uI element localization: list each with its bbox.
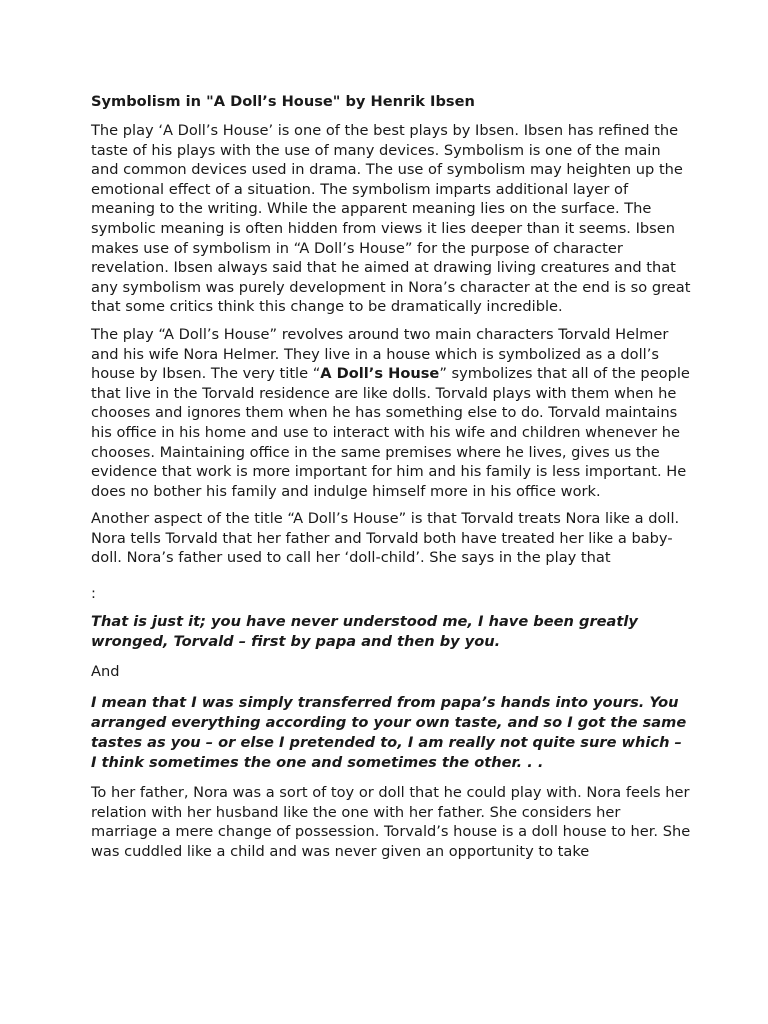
paragraph-intro: The play ‘A Doll’s House’ is one of the best plays by Ibsen. Ibsen has refined the taste of his plays with the use of many devices. Symbolism is one of the main and common devices used in drama. The use of symbolism may heighten up the emotional effect of a situation. The symbolism imparts additional layer of meaning to the writing. While the apparent meaning lies on the surface. The symbolic meaning is often hidden from views it lies deeper than it seems. Ibsen makes use of symbolism in “A Doll’s House” for the purpose of character revelation. Ibsen always said that he aimed at drawing living creatures and that any symbolism was purely development in Nora’s character at the end is so great that some critics think this change to be dramatically incredible. [91,122,691,316]
connector-and: And [91,662,120,680]
paragraph-characters-text-b: ” symbolizes that all of the people that live in the Torvald residence are like dolls. Torvald plays with them when he chooses and ignores them when he has something else to do. Torvald maintains his office in his home and use to interact with his wife and children whenever he chooses. Maintaining office in the same premises where he lives, gives us the evidence that work is more important for him and his family is less important. He does no bother his family and indulge himself more in his office work. [91,365,690,500]
paragraph-characters-text-a: The play “A Doll’s House” revolves around two main characters Torvald Helmer and his wife Nora Helmer. They live in a house which is symbolized as a doll’s house by Ibsen. The very title “ [91,325,669,383]
document-page [91,92,691,862]
paragraph-father: To her father, Nora was a sort of toy or doll that he could play with. Nora feels her relation with her husband like the one with her father. She considers her marriage a mere change of possession. Torvald’s house is a doll house to her. She was cuddled like a child and was never given an opportunity to take [91,784,691,861]
quote-second: I mean that I was simply transferred from papa’s hands into yours. You arranged everything according to your own taste, and so I got the same tastes as you – or else I pretended to, I am really not quite sure which – I think sometimes the one and sometimes the other. . . [91,694,687,772]
paragraph-title-aspect: Another aspect of the title “A Doll’s House” is that Torvald treats Nora like a doll. Nora tells Torvald that her father and Torvald both have treated her like a baby-doll. Nora’s father used to call her ‘doll-child’. She says in the play that [91,510,680,567]
document-title: Symbolism in "A Doll’s House" by Henrik Ibsen [91,93,475,110]
colon-line: : [91,585,96,603]
paragraph-characters [91,325,691,501]
quote-first: That is just it; you have never understood me, I have been greatly wronged, Torvald – first by papa and then by you. [91,612,638,650]
bold-title-reference: A Doll’s House [320,365,440,383]
